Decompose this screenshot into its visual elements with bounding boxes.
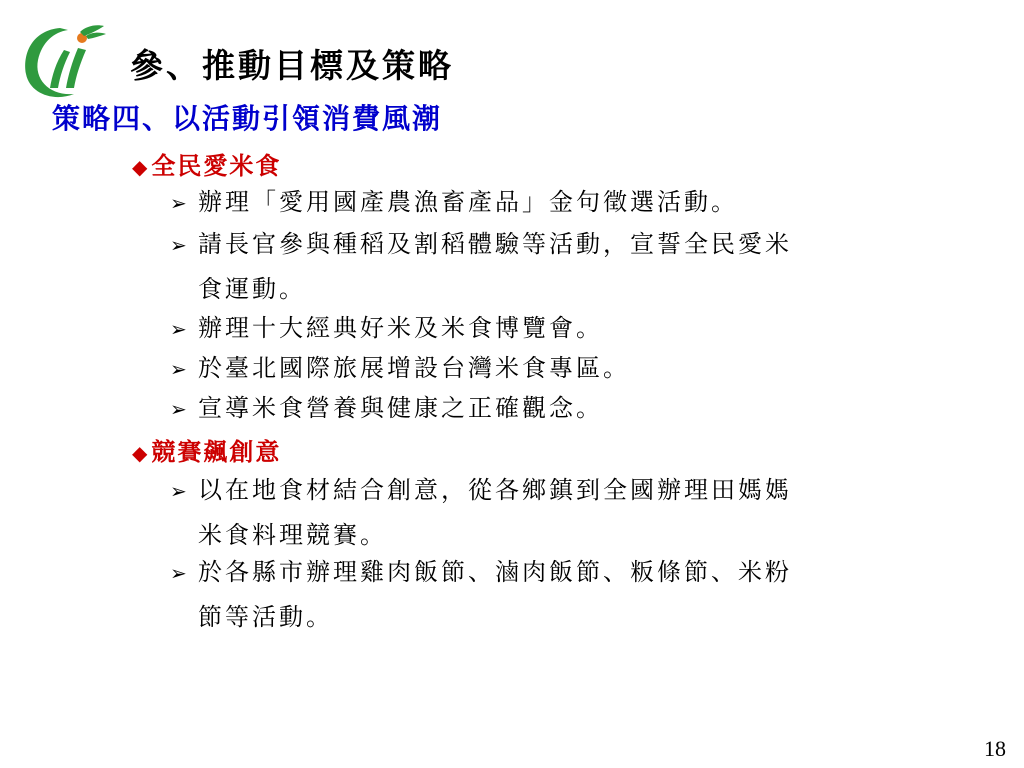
arrow-icon: ➢: [170, 233, 190, 257]
arrow-icon: ➢: [170, 191, 190, 215]
arrow-icon: ➢: [170, 479, 190, 503]
arrow-icon: ➢: [170, 397, 190, 421]
list-item-text-continued: 米食料理競賽。: [198, 521, 387, 549]
arrow-icon: ➢: [170, 317, 190, 341]
list-item: [170, 386, 960, 431]
list-item-text-continued: 食運動。: [198, 275, 306, 303]
list-item: [170, 306, 960, 351]
list-item-text: 請長官參與種稻及割稻體驗等活動，宣誓全民愛米: [198, 230, 792, 258]
list-item: [170, 346, 960, 391]
list-item-text: 辦理十大經典好米及米食博覽會。: [198, 314, 603, 342]
list-item: [170, 222, 960, 311]
list-item: [170, 468, 960, 557]
section-heading-text: 競賽飆創意: [151, 437, 282, 466]
page-title: 參、推動目標及策略: [130, 46, 454, 85]
list-item-text: 於各縣市辦理雞肉飯節、滷肉飯節、粄條節、米粉: [198, 558, 792, 586]
section-heading-rice-food: [132, 146, 281, 181]
list-item-text: 於臺北國際旅展增設台灣米食專區。: [198, 354, 630, 382]
list-item-text-continued: 節等活動。: [198, 603, 333, 631]
section-heading-text: 全民愛米食: [151, 151, 282, 180]
green-rice-leaf-logo: [20, 22, 108, 102]
page-number: 18: [984, 736, 1006, 761]
list-item-text: 以在地食材結合創意，從各鄉鎮到全國辦理田媽媽: [198, 476, 792, 504]
list-item-text: 辦理「愛用國產農漁畜產品」金句徵選活動。: [198, 188, 738, 216]
section-heading-creative-contest: [132, 432, 281, 467]
list-item: [170, 550, 960, 639]
list-item: [170, 180, 960, 225]
arrow-icon: ➢: [170, 357, 190, 381]
list-item-text: 宣導米食營養與健康之正確觀念。: [198, 394, 603, 422]
diamond-icon: ◆: [132, 441, 150, 465]
diamond-icon: ◆: [132, 155, 150, 179]
strategy-subtitle: 策略四、以活動引領消費風潮: [52, 102, 443, 135]
arrow-icon: ➢: [170, 561, 190, 585]
